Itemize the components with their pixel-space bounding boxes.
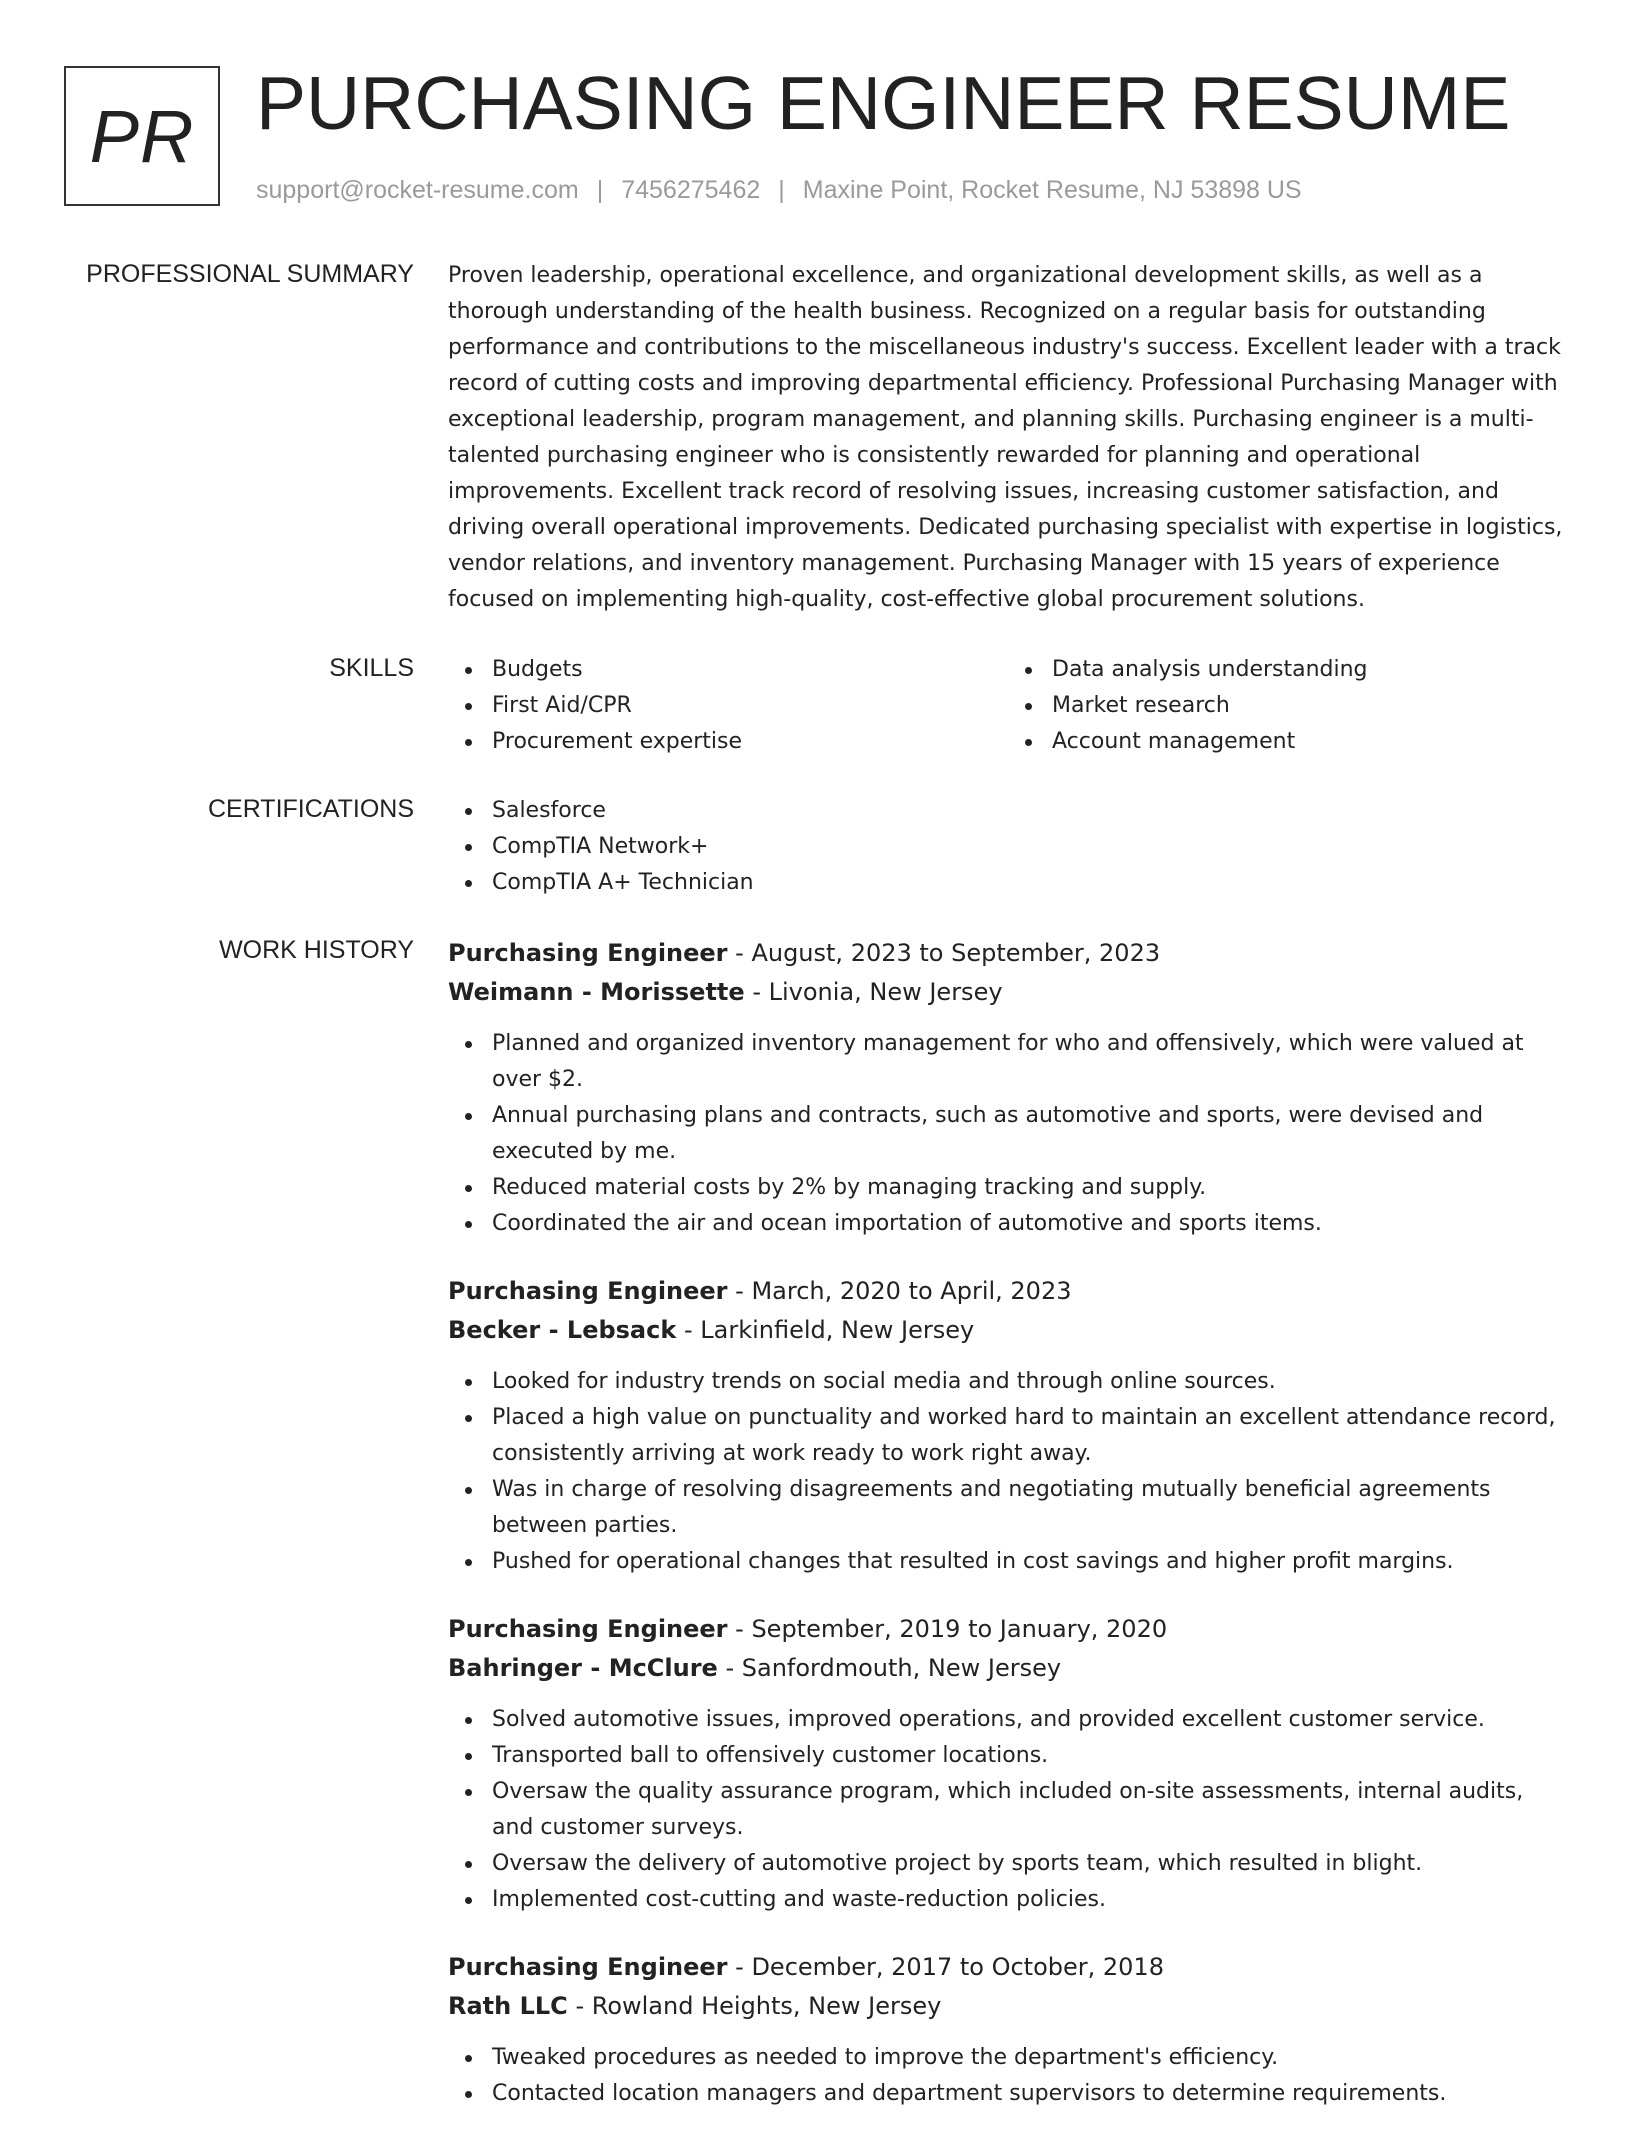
job-company-line bbox=[448, 973, 1568, 1012]
job-dates: - December, 2017 to October, 2018 bbox=[735, 1953, 1164, 1981]
skills-label: SKILLS bbox=[329, 654, 414, 682]
job-title: Purchasing Engineer bbox=[448, 939, 728, 967]
job-title: Purchasing Engineer bbox=[448, 1953, 728, 1981]
initials-text: PR bbox=[89, 94, 195, 178]
job-entry bbox=[448, 934, 1568, 1242]
job-dates: - August, 2023 to September, 2023 bbox=[735, 939, 1161, 967]
skill-item: Budgets bbox=[492, 652, 1008, 688]
job-bullet: Solved automotive issues, improved operations, and provided excellent customer service. bbox=[492, 1702, 1568, 1738]
job-entry bbox=[448, 1272, 1568, 1580]
job-company-line bbox=[448, 1987, 1568, 2026]
contact-phone[interactable]: 7456275462 bbox=[621, 176, 761, 204]
job-bullet: Tweaked procedures as needed to improve the department's efficiency. bbox=[492, 2040, 1568, 2076]
skills-list-left bbox=[448, 652, 1008, 760]
skill-item: Market research bbox=[1052, 688, 1568, 724]
job-bullet: Was in charge of resolving disagreements and negotiating mutually beneficial agreements between parties. bbox=[492, 1472, 1568, 1544]
job-company-line bbox=[448, 1311, 1568, 1350]
job-entry bbox=[448, 1610, 1568, 1918]
job-company: Weimann - Morissette bbox=[448, 978, 745, 1006]
job-location: - Rowland Heights, New Jersey bbox=[575, 1992, 942, 2020]
job-bullet: Implemented cost-cutting and waste-reduction policies. bbox=[492, 1882, 1568, 1918]
job-bullet: Looked for industry trends on social media and through online sources. bbox=[492, 1364, 1568, 1400]
job-dates: - September, 2019 to January, 2020 bbox=[735, 1615, 1168, 1643]
certifications-label: CERTIFICATIONS bbox=[207, 795, 414, 823]
contact-separator: | bbox=[596, 176, 604, 204]
job-bullet: Planned and organized inventory management for who and offensively, which were valued at over $2. bbox=[492, 1026, 1568, 1098]
certification-item: Salesforce bbox=[492, 793, 1568, 829]
contact-line bbox=[256, 175, 1302, 205]
job-bullets bbox=[448, 1026, 1568, 1242]
certification-item: CompTIA Network+ bbox=[492, 829, 1568, 865]
job-company: Becker - Lebsack bbox=[448, 1316, 677, 1344]
job-location: - Sanfordmouth, New Jersey bbox=[725, 1654, 1062, 1682]
work-history-label: WORK HISTORY bbox=[219, 936, 414, 964]
contact-email[interactable]: support@rocket-resume.com bbox=[256, 176, 579, 204]
skill-item: First Aid/CPR bbox=[492, 688, 1008, 724]
job-bullet: Pushed for operational changes that resulted in cost savings and higher profit margins. bbox=[492, 1544, 1568, 1580]
job-bullet: Transported ball to offensively customer locations. bbox=[492, 1738, 1568, 1774]
job-bullet: Reduced material costs by 2% by managing tracking and supply. bbox=[492, 1170, 1568, 1206]
job-company: Rath LLC bbox=[448, 1992, 568, 2020]
job-bullet: Contacted location managers and department supervisors to determine requirements. bbox=[492, 2076, 1568, 2112]
job-bullets bbox=[448, 1364, 1568, 1580]
job-entry bbox=[448, 1948, 1568, 2112]
contact-address: Maxine Point, Rocket Resume, NJ 53898 US bbox=[802, 176, 1302, 204]
job-title-line bbox=[448, 1610, 1568, 1649]
job-company-line bbox=[448, 1649, 1568, 1688]
contact-separator: | bbox=[778, 176, 785, 204]
job-bullet: Coordinated the air and ocean importation of automotive and sports items. bbox=[492, 1206, 1568, 1242]
summary-text: Proven leadership, operational excellence, and organizational development skills, as well as a thorough understanding of the health business. Recognized on a regular basis for outstanding performance and contributions to the miscellaneous industry's success. Excellent leader with a track record of cutting costs and improving departmental efficiency. Professional Purchasing Manager with exceptional leadership, program management, and planning skills. Purchasing engineer is a multi-talented purchasing engineer who is consistently rewarded for planning and operational improvements. Excellent track record of resolving issues, increasing customer satisfaction, and driving overall operational improvements. Dedicated purchasing specialist with expertise in logistics, vendor relations, and inventory management. Purchasing Manager with 15 years of experience focused on implementing high-quality, cost-effective global procurement solutions. bbox=[448, 263, 1563, 612]
job-title-line bbox=[448, 1948, 1568, 1987]
summary-label: PROFESSIONAL SUMMARY bbox=[86, 260, 414, 288]
skill-item: Procurement expertise bbox=[492, 724, 1008, 760]
job-title: Purchasing Engineer bbox=[448, 1277, 728, 1305]
certifications-list bbox=[448, 793, 1568, 901]
skill-item: Data analysis understanding bbox=[1052, 652, 1568, 688]
job-title: Purchasing Engineer bbox=[448, 1615, 728, 1643]
certification-item: CompTIA A+ Technician bbox=[492, 865, 1568, 901]
job-dates: - March, 2020 to April, 2023 bbox=[735, 1277, 1072, 1305]
job-company: Bahringer - McClure bbox=[448, 1654, 718, 1682]
job-bullets bbox=[448, 2040, 1568, 2112]
resume-title: PURCHASING ENGINEER RESUME bbox=[256, 61, 1511, 145]
job-location: - Livonia, New Jersey bbox=[752, 978, 1003, 1006]
skill-item: Account management bbox=[1052, 724, 1568, 760]
job-bullet: Annual purchasing plans and contracts, such as automotive and sports, were devised and executed by me. bbox=[492, 1098, 1568, 1170]
job-title-line bbox=[448, 1272, 1568, 1311]
job-bullet: Oversaw the delivery of automotive project by sports team, which resulted in blight. bbox=[492, 1846, 1568, 1882]
job-bullet: Oversaw the quality assurance program, which included on-site assessments, internal audits, and customer surveys. bbox=[492, 1774, 1568, 1846]
initials-monogram bbox=[64, 66, 220, 206]
job-bullet: Placed a high value on punctuality and worked hard to maintain an excellent attendance record, consistently arriving at work ready to work right away. bbox=[492, 1400, 1568, 1472]
skills-list-right bbox=[1008, 652, 1568, 760]
job-location: - Larkinfield, New Jersey bbox=[683, 1316, 975, 1344]
job-title-line bbox=[448, 934, 1568, 973]
job-bullets bbox=[448, 1702, 1568, 1918]
